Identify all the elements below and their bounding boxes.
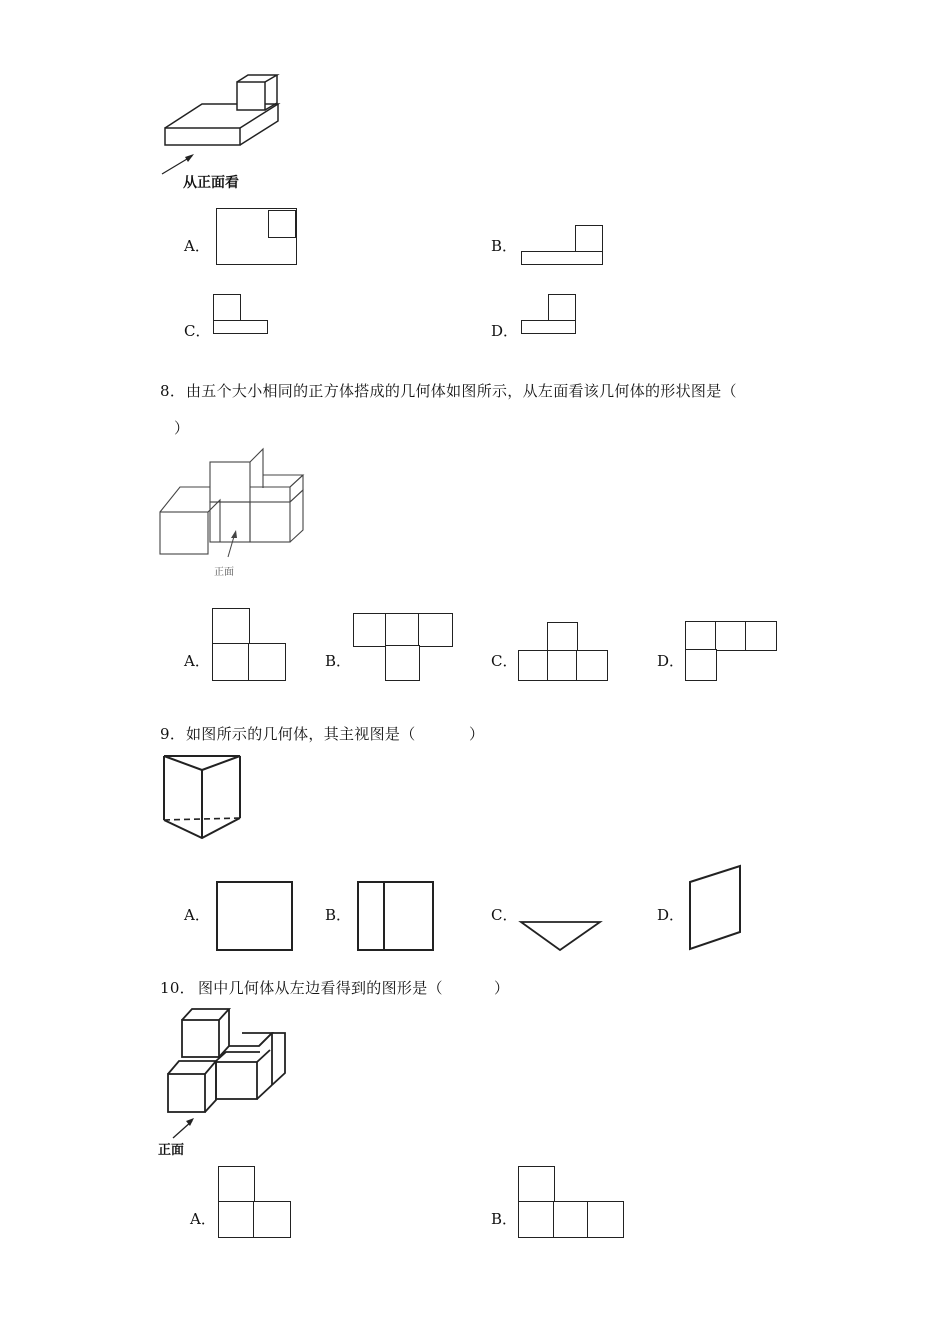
q9-option-c-figure[interactable]	[518, 918, 608, 958]
q8-a-cell	[212, 643, 250, 681]
q8-option-d-label[interactable]: D．	[657, 652, 685, 670]
q8-question-text: 由五个大小相同的正方体搭成的几何体如图所示，从左面看该几何体的形状图是（	[186, 382, 737, 400]
q9-prism-figure	[160, 752, 250, 847]
q7-option-b-label[interactable]: B．	[491, 237, 518, 255]
q10-option-a-label[interactable]: A．	[190, 1210, 216, 1228]
q8-b-cell	[385, 613, 420, 647]
q10-b-cell	[553, 1201, 589, 1238]
q9-option-d-figure[interactable]	[685, 862, 750, 957]
q8-option-c-label[interactable]: C．	[491, 652, 518, 670]
q8-a-cell	[212, 608, 250, 645]
q7-c-square	[213, 294, 241, 322]
q8-b-cell	[353, 613, 387, 647]
q8-c-cell	[576, 650, 608, 681]
q8-option-b-label[interactable]: B．	[325, 652, 352, 670]
q7-a-inner-square	[268, 210, 296, 238]
q7-option-c-label[interactable]: C．	[184, 322, 211, 340]
q10-solid-figure	[155, 1003, 295, 1143]
q9-number: 9．	[160, 725, 186, 743]
q10-a-cell	[218, 1201, 255, 1238]
q8-solid-figure	[150, 445, 315, 555]
q7-front-view-label: 从正面看	[183, 175, 239, 191]
q8-c-cell	[547, 650, 578, 681]
q7-solid-figure	[150, 70, 290, 180]
q10-number: 10．	[160, 979, 195, 997]
q7-d-square	[548, 294, 576, 322]
q8-d-cell	[715, 621, 747, 651]
q8-front-label: 正面	[214, 567, 234, 578]
q7-b-slab	[521, 251, 603, 265]
q10-a-cell	[218, 1166, 255, 1203]
q8-c-cell	[518, 650, 549, 681]
q8-b-cell	[418, 613, 453, 647]
q7-b-square	[575, 225, 603, 253]
q10-question-text: 图中几何体从左边看得到的图形是（	[198, 979, 443, 997]
q7-option-d-label[interactable]: D．	[491, 322, 519, 340]
q10-option-b-label[interactable]: B．	[491, 1210, 518, 1228]
q8-c-cell	[547, 622, 578, 652]
q8-d-cell	[685, 621, 717, 651]
q8-d-cell	[685, 649, 717, 681]
q9-b-divider-line	[383, 881, 385, 951]
q8-number: 8．	[160, 382, 186, 400]
q8-a-cell	[248, 643, 286, 681]
q10-front-label: 正面	[158, 1143, 185, 1158]
q8-option-a-label[interactable]: A．	[184, 652, 210, 670]
q9-option-d-label[interactable]: D．	[657, 906, 685, 924]
q8-b-cell	[385, 645, 420, 681]
q10-a-cell	[253, 1201, 291, 1238]
q9-b-outer-rect	[357, 881, 434, 951]
q9-close-paren: ）	[469, 725, 485, 743]
q9-question-text: 如图所示的几何体，其主视图是（	[186, 725, 416, 743]
q7-d-slab	[521, 320, 576, 334]
q9-option-a-label[interactable]: A．	[184, 906, 210, 924]
q8-close-paren: ）	[174, 419, 190, 437]
q10-b-cell	[518, 1166, 555, 1203]
q7-c-slab	[213, 320, 268, 334]
q9-option-a-figure[interactable]	[216, 881, 293, 951]
q9-option-c-label[interactable]: C．	[491, 906, 518, 924]
q10-close-paren: ）	[494, 979, 510, 997]
q10-b-cell	[587, 1201, 624, 1238]
q9-option-b-label[interactable]: B．	[325, 906, 352, 924]
q10-b-cell	[518, 1201, 555, 1238]
q7-option-a-label[interactable]: A．	[184, 237, 210, 255]
q8-d-cell	[745, 621, 777, 651]
